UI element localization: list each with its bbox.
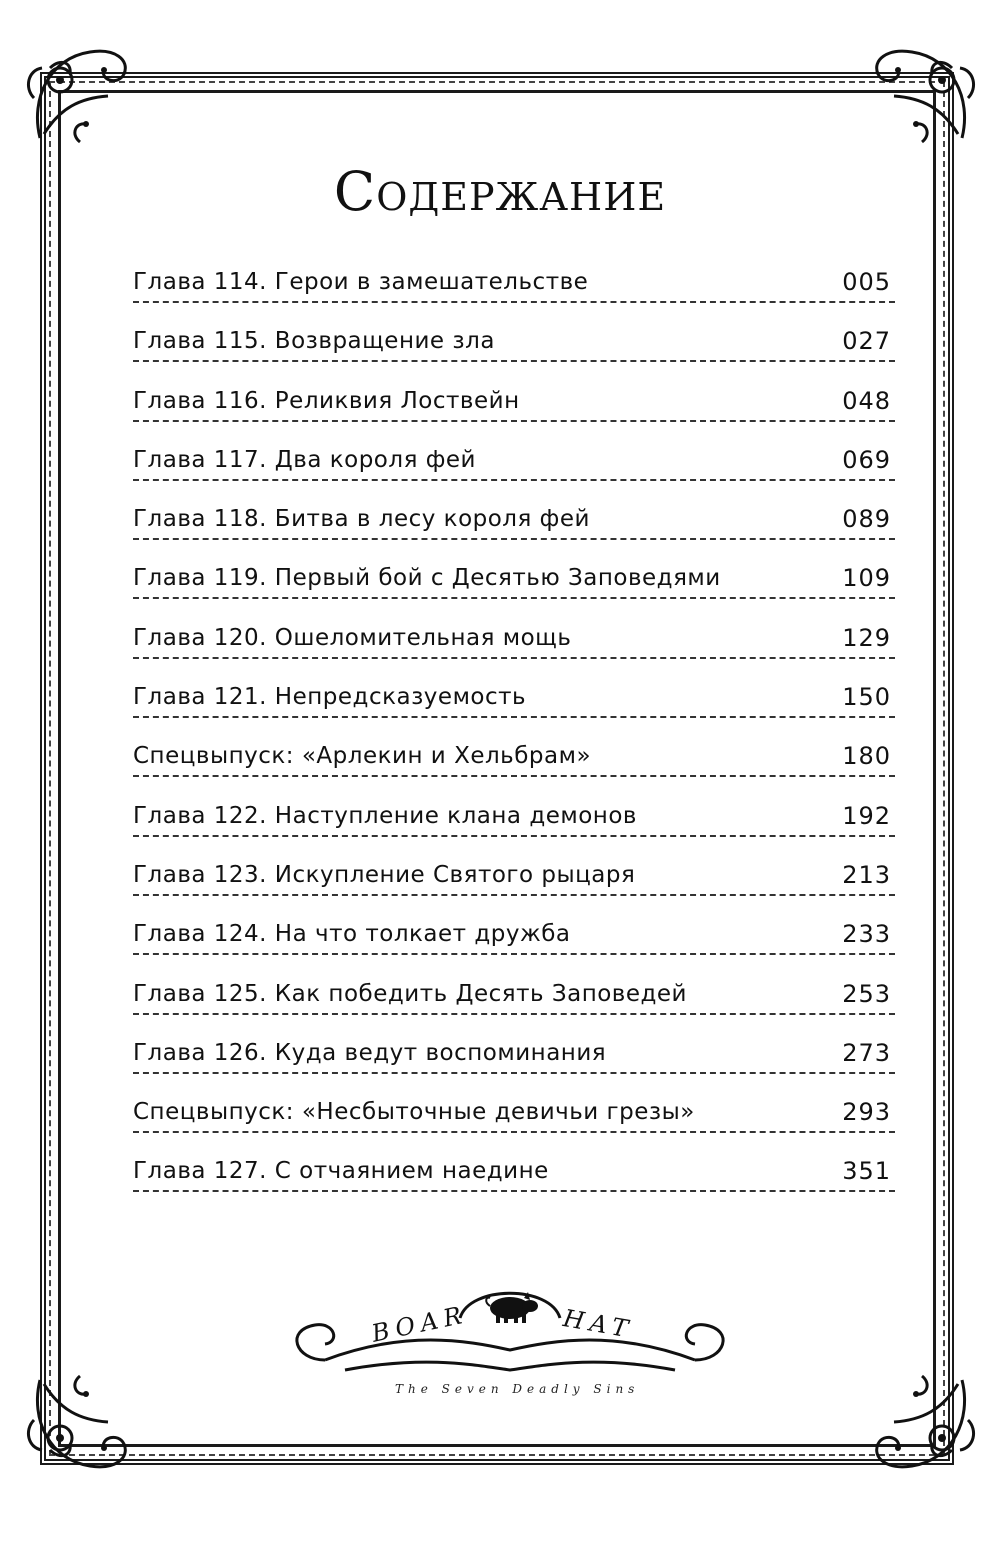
logo-subtitle: The Seven Deadly Sins <box>395 1382 640 1396</box>
toc-entry-title: Глава 121. Непредсказуемость <box>133 684 527 711</box>
toc-entry-page: 213 <box>842 860 891 889</box>
toc-entry <box>133 441 895 500</box>
toc-entry <box>133 975 895 1034</box>
toc-entry <box>133 263 895 322</box>
dashed-divider <box>133 1072 895 1074</box>
corner-ornament-icon <box>862 1360 982 1480</box>
toc-entry <box>133 915 895 974</box>
toc-entry-page: 069 <box>842 445 891 474</box>
toc-entry <box>133 1034 895 1093</box>
toc-entry-title: Глава 127. С отчаянием наедине <box>133 1158 549 1185</box>
toc-entry-page: 109 <box>842 564 891 593</box>
toc-entry <box>133 1093 895 1152</box>
toc-entry-title: Глава 119. Первый бой с Десятью Заповедями <box>133 565 721 592</box>
dashed-divider <box>133 538 895 540</box>
logo-word-boar: BOAR <box>369 1300 471 1348</box>
dashed-divider <box>133 894 895 896</box>
corner-ornament-icon <box>20 38 140 158</box>
toc-entry-page: 180 <box>842 742 891 771</box>
page-title: Содержание <box>333 160 667 223</box>
corner-ornament-icon <box>20 1360 140 1480</box>
corner-ornament-icon <box>862 38 982 158</box>
toc-entry <box>133 619 895 678</box>
toc-entry-page: 129 <box>842 623 891 652</box>
dashed-divider <box>133 1190 895 1192</box>
dashed-divider <box>133 360 895 362</box>
logo-word-hat: HAT <box>561 1304 636 1344</box>
dashed-divider <box>133 835 895 837</box>
dashed-divider <box>133 597 895 599</box>
toc-entry-page: 192 <box>842 801 891 830</box>
toc-entry-page: 027 <box>842 327 891 356</box>
toc-entry-page: 351 <box>842 1157 891 1186</box>
boar-hat-logo <box>285 1270 735 1410</box>
toc-entry-title: Спецвыпуск: «Несбыточные девичьи грезы» <box>133 1099 695 1126</box>
toc-entry <box>133 500 895 559</box>
dashed-divider <box>133 479 895 481</box>
toc-entry-title: Глава 120. Ошеломительная мощь <box>133 624 572 651</box>
toc-entry <box>133 1152 895 1211</box>
toc-entry <box>133 856 895 915</box>
toc-entry-title: Глава 116. Реликвия Лоствейн <box>133 387 520 414</box>
dashed-divider <box>133 1131 895 1133</box>
dashed-divider <box>133 1013 895 1015</box>
toc-entry-page: 233 <box>842 920 891 949</box>
toc-entry-page: 150 <box>842 683 891 712</box>
toc-entry-title: Глава 126. Куда ведут воспоминания <box>133 1039 607 1066</box>
toc-entry <box>133 382 895 441</box>
toc-entry-title: Глава 124. На что толкает дружба <box>133 921 571 948</box>
toc-entry-page: 089 <box>842 505 891 534</box>
dashed-divider <box>133 420 895 422</box>
toc-entry <box>133 737 895 796</box>
toc-entry-title: Глава 114. Герои в замешательстве <box>133 269 589 295</box>
toc-entry-page: 253 <box>842 979 891 1008</box>
toc-entry <box>133 678 895 737</box>
dashed-divider <box>133 775 895 777</box>
toc-entry-page: 293 <box>842 1098 891 1127</box>
pig-icon <box>480 1288 540 1324</box>
dashed-divider <box>133 657 895 659</box>
toc-entry-title: Глава 125. Как победить Десять Заповедей <box>133 980 688 1007</box>
dashed-divider <box>133 953 895 955</box>
toc-entry-page: 273 <box>842 1038 891 1067</box>
toc-entry-title: Глава 122. Наступление клана демонов <box>133 802 637 829</box>
table-of-contents <box>133 263 895 1212</box>
dashed-divider <box>133 301 895 303</box>
toc-entry <box>133 322 895 381</box>
toc-entry-title: Спецвыпуск: «Арлекин и Хельбрам» <box>133 743 592 770</box>
toc-entry-title: Глава 115. Возвращение зла <box>133 328 495 355</box>
toc-entry-page: 005 <box>842 268 891 296</box>
toc-entry <box>133 559 895 618</box>
toc-entry-title: Глава 123. Искупление Святого рыцаря <box>133 861 636 888</box>
toc-entry-title: Глава 118. Битва в лесу короля фей <box>133 506 590 533</box>
dashed-divider <box>133 716 895 718</box>
toc-entry <box>133 797 895 856</box>
toc-entry-title: Глава 117. Два короля фей <box>133 446 476 473</box>
toc-entry-page: 048 <box>842 386 891 415</box>
